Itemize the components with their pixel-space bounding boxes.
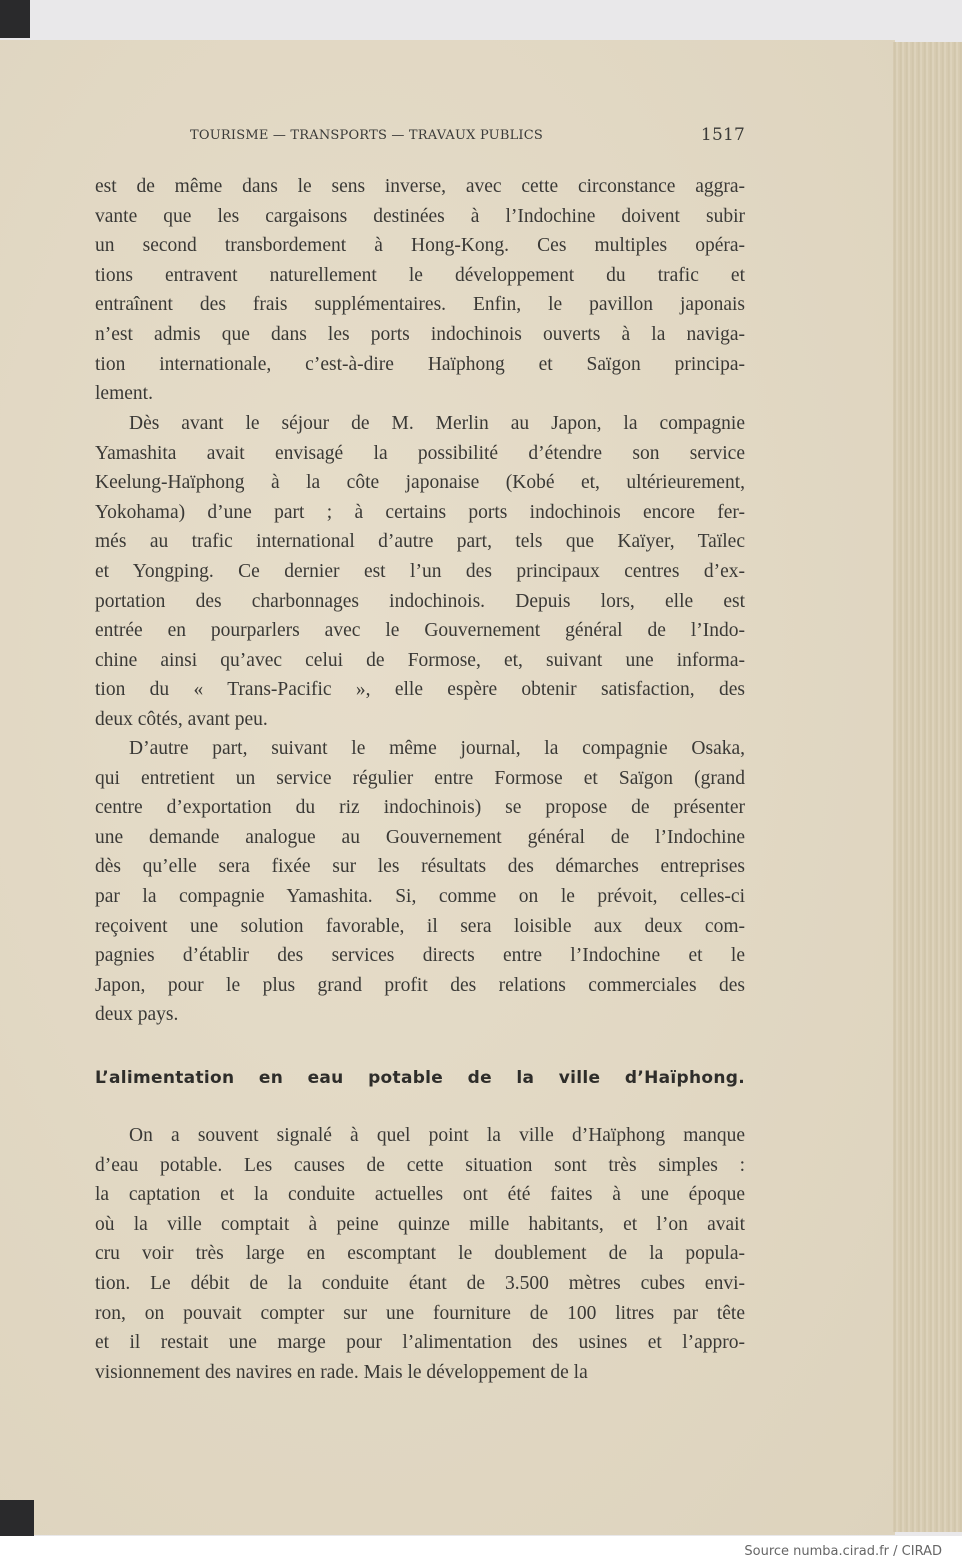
text-line: dès qu’elle sera fixée sur les résultats des démarches entreprises (95, 856, 745, 878)
text-line: Yamashita avait envisagé la possibilité d’étendre son service (95, 442, 745, 464)
paragraph (95, 409, 745, 735)
text-line: centre d’exportation du riz indochinois) se propose de présenter (95, 797, 745, 819)
source-credit: Source numba.cirad.fr / CIRAD (744, 1544, 942, 1559)
text-line: un second transbordement à Hong-Kong. Ces multiples opéra- (95, 235, 745, 257)
text-line: une demande analogue au Gouvernement général de l’Indochine (95, 826, 745, 848)
text-line: Keelung-Haïphong à la côte japonaise (Kobé et, ultérieurement, (95, 472, 745, 494)
text-line: ron, on pouvait compter sur une fourniture de 100 litres par tête (95, 1302, 745, 1324)
text-line: cru voir très large en escomptant le doublement de la popula- (95, 1243, 745, 1265)
paragraph (95, 734, 745, 1030)
text-line: tion. Le débit de la conduite étant de 3.500 mètres cubes envi- (95, 1272, 745, 1294)
text-line: deux côtés, avant peu. (95, 708, 268, 730)
text-line: lement. (95, 383, 153, 405)
text-line: més au trafic international d’autre part, tels que Kaïyer, Taïlec (95, 531, 745, 553)
text-line: la captation et la conduite actuelles ont été faites à une époque (95, 1184, 745, 1206)
text-line: portation des charbonnages indochinois. Depuis lors, elle est (95, 590, 745, 612)
running-head (190, 125, 745, 145)
running-head-title: TOURISME — TRANSPORTS — TRAVAUX PUBLICS (190, 128, 543, 143)
binder-clip (0, 1500, 34, 1540)
text-line: et il restait une marge pour l’alimentation des usines et l’appro- (95, 1332, 745, 1354)
text-line: et Yongping. Ce dernier est l’un des principaux centres d’ex- (95, 560, 745, 582)
text-line: Dès avant le séjour de M. Merlin au Japon, la compagnie (129, 413, 745, 434)
page-edges (893, 42, 962, 1532)
text-line: est de même dans le sens inverse, avec cette circonstance aggra- (95, 176, 745, 197)
text-line: par la compagnie Yamashita. Si, comme on le prévoit, celles-ci (95, 885, 745, 907)
text-line: On a souvent signalé à quel point la ville d’Haïphong manque (129, 1125, 745, 1146)
text-line: D’autre part, suivant le même journal, la compagnie Osaka, (129, 738, 745, 759)
section-paragraph (95, 1121, 745, 1387)
binder-clip (0, 0, 30, 38)
text-line: tion du « Trans-Pacific », elle espère obtenir satisfaction, des (95, 679, 745, 701)
text-line: Yokohama) d’une part ; à certains ports indochinois encore fer- (95, 501, 745, 523)
text-line: entraînent des frais supplémentaires. Enfin, le pavillon japonais (95, 294, 745, 316)
page-number: 1517 (700, 125, 745, 145)
text-line: Japon, pour le plus grand profit des relations commerciales des (95, 974, 745, 996)
text-line: d’eau potable. Les causes de cette situation sont très simples : (95, 1154, 745, 1176)
text-line: chine ainsi qu’avec celui de Formose, et, suivant une informa- (95, 649, 745, 671)
text-line: tion internationale, c’est-à-dire Haïphong et Saïgon principa- (95, 353, 745, 375)
text-line: vante que les cargaisons destinées à l’Indochine doivent subir (95, 205, 745, 227)
paragraph (95, 172, 745, 409)
text-line: n’est admis que dans les ports indochinois ouverts à la naviga- (95, 323, 745, 345)
section-heading: L’alimentation en eau potable de la ville d’Haïphong. (95, 1068, 745, 1088)
text-line: entrée en pourparlers avec le Gouvernement général de l’Indo- (95, 620, 745, 642)
text-line: pagnies d’établir des services directs entre l’Indochine et le (95, 945, 745, 967)
text-line: visionnement des navires en rade. Mais le développement de la (95, 1361, 588, 1383)
text-line: qui entretient un service régulier entre Formose et Saïgon (grand (95, 767, 745, 789)
text-line: tions entravent naturellement le développement du trafic et (95, 264, 745, 286)
text-line: où la ville comptait à peine quinze mille habitants, et l’on avait (95, 1213, 745, 1235)
text-line: reçoivent une solution favorable, il sera loisible aux deux com- (95, 915, 745, 937)
text-line: deux pays. (95, 1004, 179, 1026)
